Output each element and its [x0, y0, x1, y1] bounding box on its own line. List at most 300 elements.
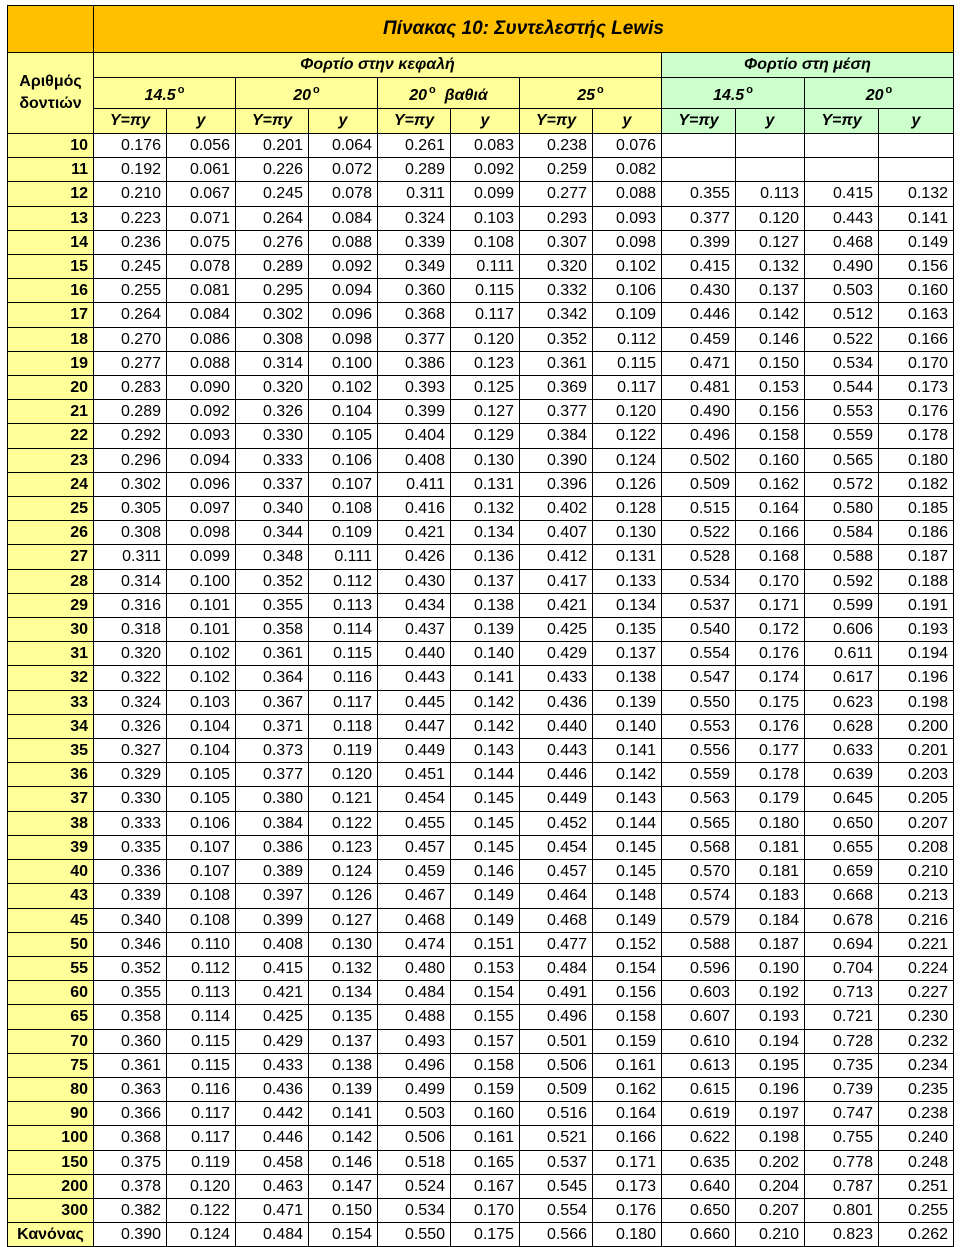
factor-cell: 0.449: [378, 739, 451, 763]
factor-cell: [662, 134, 736, 158]
factor-cell: 0.126: [593, 472, 662, 496]
factor-cell: 0.165: [451, 1150, 520, 1174]
factor-cell: 0.314: [94, 569, 167, 593]
factor-cell: 0.096: [167, 472, 236, 496]
factor-cell: 0.153: [736, 376, 805, 400]
factor-cell: 0.120: [593, 400, 662, 424]
factor-cell: 0.179: [736, 787, 805, 811]
teeth-count-cell: 13: [8, 206, 94, 230]
factor-cell: 0.553: [805, 400, 879, 424]
factor-cell: 0.142: [451, 714, 520, 738]
factor-cell: 0.084: [309, 206, 378, 230]
factor-cell: 0.172: [736, 618, 805, 642]
factor-cell: 0.180: [879, 448, 954, 472]
factor-cell: 0.061: [167, 158, 236, 182]
factor-cell: 0.488: [378, 1005, 451, 1029]
factor-cell: 0.377: [378, 327, 451, 351]
factor-cell: 0.721: [805, 1005, 879, 1029]
factor-cell: 0.443: [520, 739, 593, 763]
factor-cell: 0.112: [309, 569, 378, 593]
factor-cell: 0.201: [236, 134, 309, 158]
table-row: [8, 1198, 954, 1222]
table-row: [8, 497, 954, 521]
factor-cell: 0.565: [662, 811, 736, 835]
factor-cell: 0.171: [593, 1150, 662, 1174]
factor-cell: 0.127: [451, 400, 520, 424]
factor-cell: 0.339: [378, 230, 451, 254]
table-row: [8, 956, 954, 980]
pressure-angle-row: [8, 78, 954, 109]
factor-cell: 0.430: [378, 569, 451, 593]
factor-cell: 0.108: [309, 497, 378, 521]
table-row: [8, 1174, 954, 1198]
teeth-count-cell: 21: [8, 400, 94, 424]
factor-cell: 0.129: [451, 424, 520, 448]
factor-cell: 0.090: [167, 376, 236, 400]
factor-cell: 0.452: [520, 811, 593, 835]
factor-cell: 0.518: [378, 1150, 451, 1174]
factor-cell: 0.207: [736, 1198, 805, 1222]
factor-cell: 0.369: [520, 376, 593, 400]
factor-cell: 0.094: [309, 279, 378, 303]
factor-cell: 0.451: [378, 763, 451, 787]
factor-cell: 0.580: [805, 497, 879, 521]
factor-cell: 0.100: [309, 351, 378, 375]
factor-cell: 0.747: [805, 1102, 879, 1126]
factor-cell: 0.493: [378, 1029, 451, 1053]
lewis-factor-table: [7, 5, 954, 1247]
factor-cell: 0.196: [879, 666, 954, 690]
table-row: [8, 787, 954, 811]
load-at-tip-header: Φορτίο στην κεφαλή: [94, 53, 662, 78]
factor-cell: 0.194: [879, 642, 954, 666]
factor-cell: 0.568: [662, 835, 736, 859]
factor-cell: 0.162: [736, 472, 805, 496]
factor-cell: 0.425: [520, 618, 593, 642]
teeth-count-cell: 65: [8, 1005, 94, 1029]
pressure-angle-header: [662, 78, 805, 109]
factor-cell: 0.399: [236, 908, 309, 932]
factor-cell: [736, 158, 805, 182]
factor-cell: 0.137: [309, 1029, 378, 1053]
factor-cell: 0.442: [236, 1102, 309, 1126]
factor-cell: 0.180: [593, 1223, 662, 1247]
factor-cell: 0.138: [451, 593, 520, 617]
factor-cell: 0.415: [662, 255, 736, 279]
factor-cell: 0.335: [94, 835, 167, 859]
factor-cell: 0.446: [236, 1126, 309, 1150]
factor-cell: 0.177: [736, 739, 805, 763]
factor-cell: 0.305: [94, 497, 167, 521]
teeth-count-cell: 15: [8, 255, 94, 279]
factor-cell: 0.168: [736, 545, 805, 569]
factor-cell: 0.160: [879, 279, 954, 303]
table-row: [8, 424, 954, 448]
table-row: [8, 884, 954, 908]
column-subheader: y: [879, 109, 954, 134]
factor-cell: 0.333: [94, 811, 167, 835]
factor-cell: 0.223: [94, 206, 167, 230]
teeth-count-cell: 14: [8, 230, 94, 254]
factor-cell: 0.192: [736, 981, 805, 1005]
factor-cell: 0.120: [167, 1174, 236, 1198]
factor-cell: 0.559: [662, 763, 736, 787]
factor-cell: 0.617: [805, 666, 879, 690]
factor-cell: 0.150: [309, 1198, 378, 1222]
angle-value: 20: [293, 87, 312, 104]
factor-cell: 0.198: [879, 690, 954, 714]
factor-cell: 0.124: [167, 1223, 236, 1247]
factor-cell: 0.135: [593, 618, 662, 642]
factor-cell: 0.115: [451, 279, 520, 303]
teeth-count-cell: 25: [8, 497, 94, 521]
factor-cell: 0.082: [593, 158, 662, 182]
factor-cell: 0.264: [236, 206, 309, 230]
factor-cell: 0.134: [451, 521, 520, 545]
factor-cell: 0.373: [236, 739, 309, 763]
factor-cell: 0.660: [662, 1223, 736, 1247]
factor-cell: 0.161: [593, 1053, 662, 1077]
factor-cell: 0.200: [879, 714, 954, 738]
degree-symbol: o: [746, 84, 753, 96]
factor-cell: 0.389: [236, 860, 309, 884]
factor-cell: 0.330: [94, 787, 167, 811]
factor-cell: 0.140: [593, 714, 662, 738]
factor-cell: 0.553: [662, 714, 736, 738]
factor-cell: 0.545: [520, 1174, 593, 1198]
factor-cell: 0.111: [309, 545, 378, 569]
factor-cell: 0.544: [805, 376, 879, 400]
factor-cell: 0.178: [879, 424, 954, 448]
factor-cell: 0.458: [236, 1150, 309, 1174]
factor-cell: 0.436: [236, 1077, 309, 1101]
table-row: [8, 1126, 954, 1150]
factor-cell: 0.610: [662, 1029, 736, 1053]
factor-cell: 0.202: [736, 1150, 805, 1174]
factor-cell: 0.093: [167, 424, 236, 448]
factor-cell: 0.142: [736, 303, 805, 327]
factor-cell: 0.360: [378, 279, 451, 303]
factor-cell: 0.178: [736, 763, 805, 787]
factor-cell: 0.115: [167, 1029, 236, 1053]
factor-cell: 0.092: [451, 158, 520, 182]
factor-cell: 0.416: [378, 497, 451, 521]
factor-cell: 0.320: [520, 255, 593, 279]
factor-cell: 0.171: [736, 593, 805, 617]
table-row: [8, 642, 954, 666]
teeth-count-header: [8, 53, 94, 134]
factor-cell: 0.100: [167, 569, 236, 593]
factor-cell: 0.083: [451, 134, 520, 158]
factor-cell: 0.072: [309, 158, 378, 182]
factor-cell: 0.141: [593, 739, 662, 763]
factor-cell: 0.117: [309, 690, 378, 714]
factor-cell: 0.659: [805, 860, 879, 884]
teeth-label-line1: Αριθμός: [19, 73, 82, 90]
factor-cell: 0.120: [736, 206, 805, 230]
factor-cell: 0.628: [805, 714, 879, 738]
factor-cell: 0.371: [236, 714, 309, 738]
factor-cell: 0.484: [520, 956, 593, 980]
factor-cell: 0.146: [309, 1150, 378, 1174]
factor-cell: [879, 158, 954, 182]
factor-cell: 0.402: [520, 497, 593, 521]
factor-cell: 0.116: [309, 666, 378, 690]
teeth-count-cell: 45: [8, 908, 94, 932]
factor-cell: 0.110: [167, 932, 236, 956]
factor-cell: 0.158: [593, 1005, 662, 1029]
factor-cell: 0.550: [662, 690, 736, 714]
factor-cell: 0.324: [94, 690, 167, 714]
factor-cell: 0.289: [94, 400, 167, 424]
table-body: [8, 134, 954, 1247]
factor-cell: 0.481: [662, 376, 736, 400]
factor-cell: 0.123: [309, 835, 378, 859]
factor-cell: 0.238: [879, 1102, 954, 1126]
factor-cell: 0.399: [378, 400, 451, 424]
factor-cell: 0.116: [167, 1077, 236, 1101]
factor-cell: 0.099: [451, 182, 520, 206]
factor-cell: 0.208: [879, 835, 954, 859]
table-row: [8, 545, 954, 569]
factor-cell: 0.134: [593, 593, 662, 617]
factor-cell: 0.619: [662, 1102, 736, 1126]
factor-cell: 0.092: [167, 400, 236, 424]
table-row: [8, 376, 954, 400]
factor-cell: 0.186: [879, 521, 954, 545]
teeth-count-cell: 18: [8, 327, 94, 351]
factor-cell: 0.713: [805, 981, 879, 1005]
factor-cell: [736, 134, 805, 158]
table-row: [8, 158, 954, 182]
factor-cell: 0.393: [378, 376, 451, 400]
column-subheader: y: [736, 109, 805, 134]
factor-cell: 0.113: [167, 981, 236, 1005]
factor-cell: 0.191: [879, 593, 954, 617]
factor-cell: 0.346: [94, 932, 167, 956]
factor-cell: 0.120: [309, 763, 378, 787]
degree-symbol: o: [313, 84, 320, 96]
teeth-count-cell: 34: [8, 714, 94, 738]
table-row: [8, 981, 954, 1005]
factor-cell: 0.102: [309, 376, 378, 400]
teeth-count-cell: 24: [8, 472, 94, 496]
angle-value: 14.5: [713, 87, 745, 104]
factor-cell: 0.430: [662, 279, 736, 303]
column-subheader: y: [451, 109, 520, 134]
factor-cell: 0.176: [736, 642, 805, 666]
factor-cell: 0.098: [309, 327, 378, 351]
factor-cell: 0.122: [593, 424, 662, 448]
factor-cell: 0.130: [451, 448, 520, 472]
factor-cell: 0.103: [167, 690, 236, 714]
factor-cell: 0.471: [236, 1198, 309, 1222]
factor-cell: 0.105: [309, 424, 378, 448]
factor-cell: 0.340: [236, 497, 309, 521]
factor-cell: 0.131: [451, 472, 520, 496]
table-row: [8, 472, 954, 496]
factor-cell: 0.164: [736, 497, 805, 521]
factor-cell: 0.112: [167, 956, 236, 980]
factor-cell: 0.421: [520, 593, 593, 617]
pressure-angle-header: [378, 78, 520, 109]
factor-cell: 0.289: [236, 255, 309, 279]
teeth-count-cell: 200: [8, 1174, 94, 1198]
factor-cell: 0.193: [736, 1005, 805, 1029]
factor-cell: 0.404: [378, 424, 451, 448]
factor-cell: 0.484: [378, 981, 451, 1005]
factor-cell: 0.187: [879, 545, 954, 569]
factor-cell: 0.412: [520, 545, 593, 569]
factor-cell: 0.390: [94, 1223, 167, 1247]
factor-cell: 0.326: [94, 714, 167, 738]
factor-cell: 0.106: [167, 811, 236, 835]
factor-cell: 0.384: [520, 424, 593, 448]
teeth-label-line2: δοντιών: [19, 95, 82, 112]
table-row: [8, 811, 954, 835]
factor-cell: 0.390: [520, 448, 593, 472]
factor-cell: 0.330: [236, 424, 309, 448]
factor-cell: 0.149: [593, 908, 662, 932]
factor-cell: 0.276: [236, 230, 309, 254]
factor-cell: 0.327: [94, 739, 167, 763]
table-row: [8, 1005, 954, 1029]
factor-cell: 0.650: [662, 1198, 736, 1222]
factor-cell: 0.094: [167, 448, 236, 472]
factor-cell: [805, 134, 879, 158]
factor-cell: 0.447: [378, 714, 451, 738]
angle-value: 20: [865, 87, 884, 104]
teeth-count-cell: 37: [8, 787, 94, 811]
factor-cell: 0.127: [736, 230, 805, 254]
factor-cell: 0.326: [236, 400, 309, 424]
column-subheader: Y=πy: [236, 109, 309, 134]
factor-cell: 0.320: [94, 642, 167, 666]
factor-cell: 0.224: [879, 956, 954, 980]
factor-cell: 0.170: [451, 1198, 520, 1222]
factor-cell: 0.471: [662, 351, 736, 375]
factor-cell: 0.196: [736, 1077, 805, 1101]
factor-cell: 0.141: [879, 206, 954, 230]
table-row: [8, 182, 954, 206]
factor-cell: 0.588: [662, 932, 736, 956]
factor-cell: 0.159: [451, 1077, 520, 1101]
teeth-count-cell: 43: [8, 884, 94, 908]
factor-cell: 0.141: [451, 666, 520, 690]
factor-cell: 0.425: [236, 1005, 309, 1029]
factor-cell: 0.606: [805, 618, 879, 642]
angle-suffix: βαθιά: [444, 87, 488, 104]
factor-cell: 0.668: [805, 884, 879, 908]
table-row: [8, 1102, 954, 1126]
pressure-angle-header: [94, 78, 236, 109]
factor-cell: 0.524: [378, 1174, 451, 1198]
factor-cell: 0.429: [520, 642, 593, 666]
factor-cell: 0.099: [167, 545, 236, 569]
factor-cell: 0.132: [309, 956, 378, 980]
factor-cell: 0.117: [167, 1126, 236, 1150]
factor-cell: 0.574: [662, 884, 736, 908]
factor-cell: 0.368: [94, 1126, 167, 1150]
factor-cell: 0.572: [805, 472, 879, 496]
factor-cell: 0.396: [520, 472, 593, 496]
factor-cell: 0.607: [662, 1005, 736, 1029]
teeth-count-cell: 38: [8, 811, 94, 835]
factor-cell: 0.104: [167, 714, 236, 738]
factor-cell: 0.329: [94, 763, 167, 787]
factor-cell: 0.434: [378, 593, 451, 617]
factor-cell: 0.139: [593, 690, 662, 714]
factor-cell: 0.615: [662, 1077, 736, 1101]
factor-cell: 0.474: [378, 932, 451, 956]
factor-cell: 0.534: [805, 351, 879, 375]
factor-cell: 0.308: [236, 327, 309, 351]
factor-cell: 0.088: [167, 351, 236, 375]
teeth-count-cell: 26: [8, 521, 94, 545]
table-row: [8, 569, 954, 593]
factor-cell: 0.633: [805, 739, 879, 763]
factor-cell: 0.352: [236, 569, 309, 593]
factor-cell: 0.131: [593, 545, 662, 569]
pressure-angle-header: [236, 78, 378, 109]
teeth-count-cell: 20: [8, 376, 94, 400]
table-row: [8, 1053, 954, 1077]
factor-cell: 0.137: [593, 642, 662, 666]
table-row: [8, 1223, 954, 1247]
factor-cell: 0.459: [662, 327, 736, 351]
factor-cell: 0.554: [520, 1198, 593, 1222]
factor-cell: 0.121: [309, 787, 378, 811]
factor-cell: 0.506: [520, 1053, 593, 1077]
teeth-count-cell: 100: [8, 1126, 94, 1150]
factor-cell: 0.251: [879, 1174, 954, 1198]
teeth-count-cell: 40: [8, 860, 94, 884]
factor-cell: 0.138: [593, 666, 662, 690]
factor-cell: 0.457: [520, 860, 593, 884]
factor-cell: 0.308: [94, 521, 167, 545]
factor-cell: 0.234: [879, 1053, 954, 1077]
factor-cell: 0.550: [378, 1223, 451, 1247]
factor-cell: 0.078: [309, 182, 378, 206]
factor-cell: 0.127: [309, 908, 378, 932]
factor-cell: 0.166: [736, 521, 805, 545]
factor-cell: 0.114: [167, 1005, 236, 1029]
factor-cell: 0.480: [378, 956, 451, 980]
factor-cell: 0.182: [879, 472, 954, 496]
factor-cell: 0.132: [879, 182, 954, 206]
factor-cell: 0.154: [309, 1223, 378, 1247]
factor-cell: 0.255: [879, 1198, 954, 1222]
factor-cell: 0.522: [662, 521, 736, 545]
factor-cell: 0.104: [309, 400, 378, 424]
table-row: [8, 303, 954, 327]
factor-cell: 0.105: [167, 763, 236, 787]
factor-cell: 0.255: [94, 279, 167, 303]
factor-cell: 0.445: [378, 690, 451, 714]
factor-cell: 0.515: [662, 497, 736, 521]
teeth-count-cell: 28: [8, 569, 94, 593]
factor-cell: 0.521: [520, 1126, 593, 1150]
factor-cell: 0.101: [167, 618, 236, 642]
factor-cell: 0.144: [451, 763, 520, 787]
teeth-count-cell: 36: [8, 763, 94, 787]
factor-cell: 0.117: [451, 303, 520, 327]
factor-cell: 0.364: [236, 666, 309, 690]
factor-cell: 0.361: [94, 1053, 167, 1077]
factor-cell: 0.509: [662, 472, 736, 496]
factor-cell: 0.107: [167, 835, 236, 859]
factor-cell: 0.064: [309, 134, 378, 158]
